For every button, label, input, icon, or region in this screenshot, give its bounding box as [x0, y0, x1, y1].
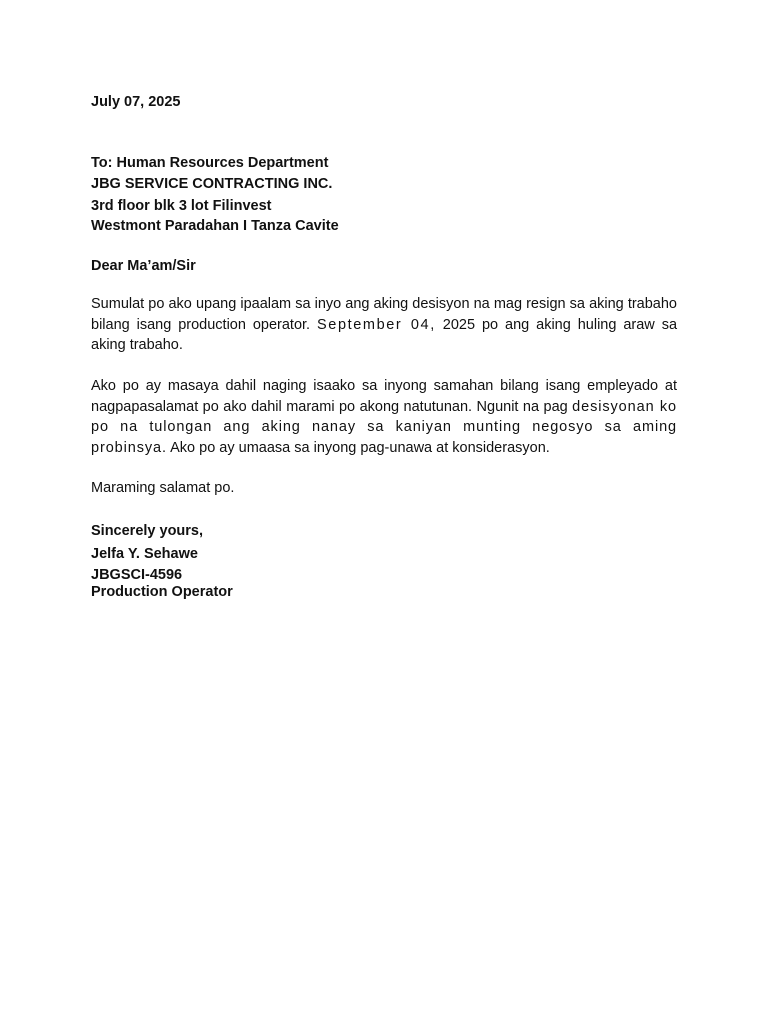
sender-position: Production Operator	[91, 584, 233, 600]
letter-date: July 07, 2025	[91, 94, 181, 110]
body-paragraph-1	[91, 294, 677, 356]
body-paragraph-2	[91, 376, 677, 458]
employee-id: JBGSCI-4596	[91, 567, 183, 583]
closing-thanks: Maraming salamat po.	[91, 480, 235, 496]
recipient-company: JBG SERVICE CONTRACTING INC.	[91, 176, 333, 192]
recipient-address-2: Westmont Paradahan I Tanza Cavite	[91, 218, 339, 234]
last-day-date: September 04,	[317, 316, 436, 333]
recipient-line-1: To: Human Resources Department	[91, 155, 329, 171]
paragraph-2-text-c: Ako po ay umaasa sa inyong pag-unawa at konsiderasyon.	[170, 439, 550, 456]
sender-name: Jelfa Y. Sehawe	[91, 546, 198, 562]
paragraph-1-text-b: 2025 po ang aking huling araw sa aking trabaho.	[91, 316, 678, 353]
paragraph-2-text-b: desisyonan ko po na tulongan ang aking nanay sa kaniyan munting negosyo sa aming probinsya.	[91, 398, 678, 456]
recipient-address-1: 3rd floor blk 3 lot Filinvest	[91, 198, 272, 214]
paragraph-1-text-a: Sumulat po ako upang ipaalam sa inyo ang aking desisyon na mag resign sa aking trabaho bilang isang production operator.	[91, 296, 677, 333]
closing-phrase: Sincerely yours,	[91, 523, 204, 539]
paragraph-2-text-a: Ako po ay masaya dahil naging isaako sa inyong samahan bilang isang empleyado at nagpapasalamat po ako dahil marami po akong natutunan. Ngunit na pag	[91, 378, 677, 415]
salutation: Dear Ma’am/Sir	[91, 258, 196, 274]
